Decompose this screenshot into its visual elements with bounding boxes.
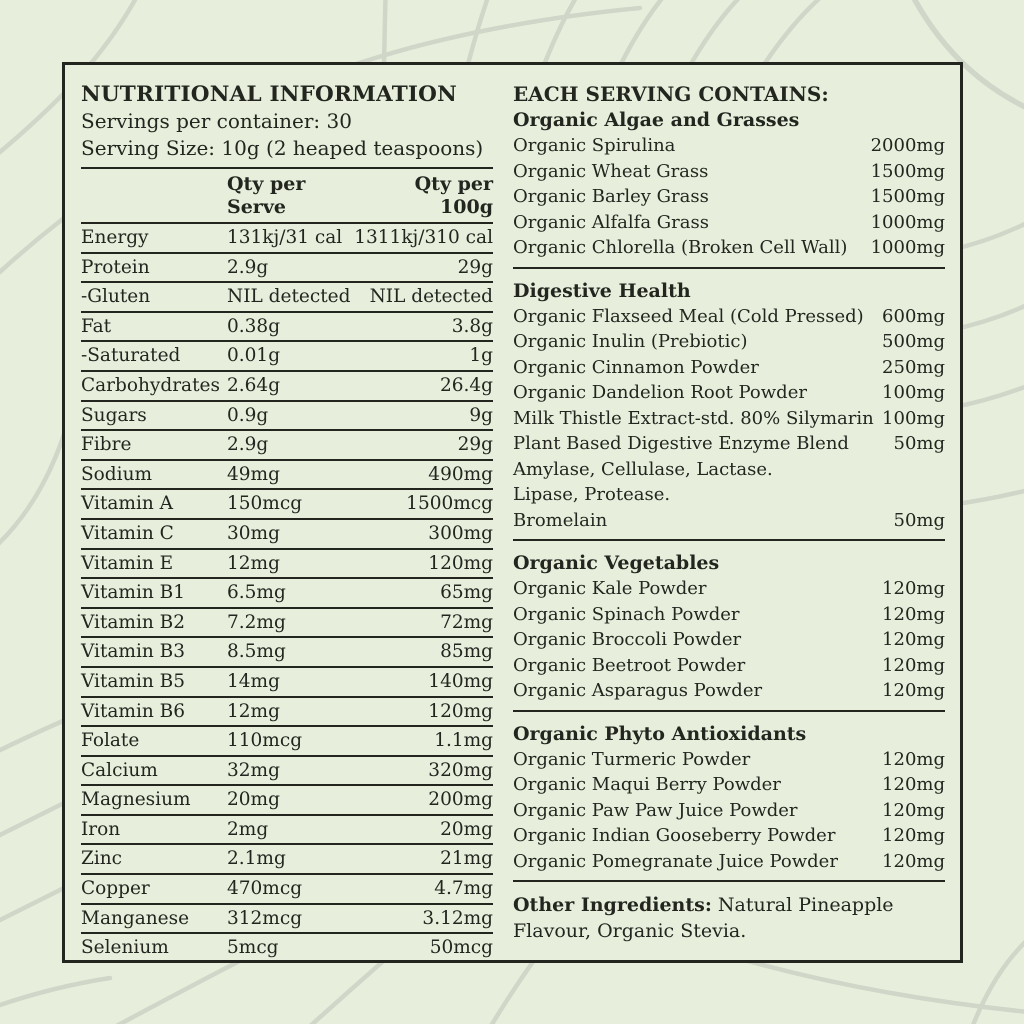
ingredient-name: Plant Based Digestive Enzyme Blend [513,433,849,454]
nutrient-name: Vitamin C [81,522,174,544]
qty-per-serve-value: 0.38g [227,315,281,337]
ingredient-amount: 120mg [882,799,945,821]
other-ingredients-label: Other Ingredients: [513,894,712,916]
table-row [81,609,493,639]
ingredient-name: Bromelain [513,509,608,531]
ingredient-row [513,849,945,875]
ingredient-name: Organic Alfalfa Grass [513,211,709,233]
nutrient-name: Vitamin B6 [81,700,186,722]
nutrient-name: -Gluten [81,286,151,308]
qty-per-serve-value: 470mcg [227,878,303,900]
ingredient-name: Organic Asparagus Powder [513,680,763,701]
column-header-line: 100g [440,196,493,218]
qty-per-100g-value: 120mg [428,700,493,722]
ingredient-row [513,159,945,185]
ingredient-amount: 120mg [882,825,945,846]
nutrient-name: Vitamin A [81,493,174,515]
nutrient-name: Selenium [81,937,169,959]
table-row [81,550,493,580]
column-header-qty-per-serve [227,173,415,219]
ingredient-row [513,678,945,704]
table-row [81,431,493,461]
qty-per-100g-value: 4.7mg [434,878,493,900]
servings-per-container: Servings per container: 30 [81,109,352,133]
qty-per-serve-value: 14mg [227,670,280,692]
table-row [81,638,493,668]
ingredient-row [513,184,945,210]
qty-per-serve-value: 110mcg [227,730,303,752]
ingredient-name: Organic Kale Powder [513,578,707,599]
other-ingredients-text: Natural Pineapple Flavour, Organic Stevia. [513,894,894,942]
nutrient-name: Fibre [81,434,132,456]
table-row [81,520,493,550]
section-phyto-antioxidants [513,721,945,883]
table-row [81,490,493,520]
qty-per-serve-value: 32mg [227,759,280,781]
ingredient-amount: 120mg [882,774,945,795]
table-row [81,934,493,962]
section-algae-and-grasses [513,107,945,269]
ingredient-name: Organic Spinach Powder [513,603,740,625]
ingredient-row [513,576,945,602]
ingredient-row [513,210,945,236]
qty-per-serve-value: 2.9g [227,434,269,456]
nutrient-name: Vitamin B3 [81,641,186,663]
ingredient-name: Organic Cinnamon Powder [513,356,759,378]
qty-per-100g-value: 29g [457,256,493,278]
table-row [81,757,493,787]
ingredient-amount: 120mg [882,603,945,625]
table-row [81,905,493,935]
ingredient-name: Amylase, Cellulase, Lactase. [513,458,773,480]
nutrient-name: Protein [81,256,150,278]
nutrient-name: Vitamin E [81,552,174,574]
nutrient-name: Carbohydrates [81,374,220,396]
section-title: Organic Vegetables [513,552,720,574]
qty-per-100g-value: 65mg [440,582,493,604]
ingredient-amount: 100mg [882,407,945,429]
ingredient-row [513,602,945,628]
table-header-row [81,167,493,224]
ingredient-row [513,482,945,508]
ingredient-amount: 1500mg [870,160,945,182]
table-row [81,283,493,313]
qty-per-serve-value: 30mg [227,522,280,544]
ingredient-row [513,823,945,849]
nutrition-panel [62,62,963,963]
nutrient-name: Zinc [81,848,123,870]
ingredient-row [513,329,945,355]
qty-per-100g-value: 320mg [428,759,493,781]
qty-per-serve-value: 8.5mg [227,641,286,663]
qty-per-100g-value: 9g [469,404,493,426]
qty-per-serve-value: 2mg [227,818,269,840]
ingredient-amount: 120mg [882,629,945,650]
qty-per-serve-value: 49mg [227,463,280,485]
ingredient-amount: 120mg [882,748,945,770]
ingredient-name: Organic Flaxseed Meal (Cold Pressed) [513,305,864,327]
qty-per-100g-value: 3.8g [451,315,493,337]
ingredient-list [513,576,945,704]
ingredient-name: Organic Paw Paw Juice Powder [513,799,798,821]
nutrient-name: Calcium [81,759,158,781]
table-row [81,461,493,491]
nutrient-name: Fat [81,315,112,337]
nutrient-name: Sodium [81,463,153,485]
table-row [81,845,493,875]
qty-per-100g-value: 1.1mg [434,730,493,752]
ingredient-row [513,133,945,159]
nutrient-name: Vitamin B1 [81,582,186,604]
qty-per-100g-value: 3.12mg [422,907,493,929]
nutrient-name: -Saturated [81,345,181,367]
ingredient-name: Lipase, Protease. [513,484,671,505]
nutrient-name: Magnesium [81,789,191,811]
table-row [81,786,493,816]
ingredient-amount: 50mg [893,433,945,454]
section-title: Organic Phyto Antioxidants [513,722,807,745]
qty-per-100g-value: 120mg [428,552,493,574]
qty-per-serve-value: 312mcg [227,907,303,929]
table-row [81,816,493,846]
ingredient-name: Organic Chlorella (Broken Cell Wall) [513,237,848,258]
qty-per-100g-value: 140mg [428,670,493,692]
qty-per-serve-value: 2.1mg [227,848,286,870]
ingredient-name: Milk Thistle Extract-std. 80% Silymarin [513,407,874,429]
ingredient-name: Organic Indian Gooseberry Powder [513,825,836,846]
ingredient-amount: 250mg [882,356,945,378]
table-row [81,254,493,284]
nutrient-name: Energy [81,227,149,248]
ingredient-row [513,747,945,773]
section-title: Organic Algae and Grasses [513,109,800,131]
nutrition-table [81,167,493,962]
ingredient-amount: 600mg [882,305,945,327]
qty-per-100g-value: 300mg [428,522,493,544]
qty-per-serve-value: 5mcg [227,937,279,959]
nutrition-info-column [81,78,493,960]
nutrient-name: Vitamin B5 [81,670,186,692]
qty-per-serve-value: NIL detected [227,286,351,308]
qty-per-serve-value: 6.5mg [227,582,286,604]
table-row [81,402,493,432]
section-organic-vegetables [513,550,945,712]
ingredient-row [513,457,945,483]
qty-per-100g-value: 29g [457,434,493,456]
ingredient-amount: 1500mg [870,186,945,207]
qty-per-100g-value: 20mg [440,818,493,840]
table-row [81,875,493,905]
qty-per-serve-value: 2.64g [227,374,281,396]
ingredient-list [513,304,945,534]
panel-title: NUTRITIONAL INFORMATION [81,82,457,107]
ingredient-name: Organic Pomegranate Juice Powder [513,850,838,872]
table-header-spacer [81,173,227,219]
ingredient-name: Organic Inulin (Prebiotic) [513,331,748,352]
table-row [81,342,493,372]
ingredient-amount: 120mg [882,680,945,701]
qty-per-100g-value: 1g [469,345,493,367]
nutrient-name: Folate [81,730,140,752]
ingredient-list [513,133,945,261]
ingredient-amount: 120mg [882,850,945,872]
nutrient-name: Iron [81,818,121,840]
serving-size: Serving Size: 10g (2 heaped teaspoons) [81,136,484,160]
ingredient-name: Organic Dandelion Root Powder [513,382,807,403]
ingredient-row [513,431,945,457]
other-ingredients [513,892,945,944]
qty-per-100g-value: 50mcg [429,937,493,959]
qty-per-serve-value: 2.9g [227,256,269,278]
ingredient-name: Organic Spirulina [513,135,676,156]
qty-per-serve-value: 0.9g [227,404,269,426]
ingredient-row [513,235,945,261]
ingredient-amount: 100mg [882,382,945,403]
column-header-line: Qty per [227,173,306,195]
ingredient-row [513,304,945,330]
ingredient-name: Organic Maqui Berry Powder [513,774,781,795]
qty-per-100g-value: 85mg [440,641,493,663]
section-digestive-health [513,278,945,542]
nutrient-name: Vitamin B2 [81,611,186,633]
ingredient-row [513,406,945,432]
qty-per-100g-value: 1500mcg [406,493,493,515]
column-header-qty-per-100g [415,173,493,219]
table-row [81,372,493,402]
serving-contains-heading: EACH SERVING CONTAINS: [513,82,829,106]
ingredient-row [513,627,945,653]
ingredient-name: Organic Broccoli Powder [513,629,742,650]
ingredient-amount: 1000mg [870,237,945,258]
ingredient-name: Organic Turmeric Powder [513,748,751,770]
nutrient-name: Manganese [81,907,190,929]
nutrient-name: Copper [81,878,150,900]
qty-per-serve-value: 12mg [227,552,280,574]
table-row [81,727,493,757]
ingredient-row [513,380,945,406]
qty-per-100g-value: 1311kj/310 cal [354,227,493,248]
ingredient-amount: 2000mg [870,135,945,156]
ingredient-amount: 120mg [882,578,945,599]
column-header-line: Serve [227,196,286,218]
ingredient-name: Organic Barley Grass [513,186,709,207]
table-row [81,224,493,254]
qty-per-serve-value: 131kj/31 cal [227,227,343,248]
ingredient-name: Organic Beetroot Powder [513,654,746,676]
qty-per-serve-value: 150mcg [227,493,303,515]
ingredient-amount: 500mg [882,331,945,352]
column-header-line: Qty per [414,173,493,195]
ingredient-row [513,508,945,534]
table-row [81,579,493,609]
qty-per-100g-value: 200mg [428,789,493,811]
qty-per-100g-value: 490mg [428,463,493,485]
ingredient-list [513,747,945,875]
ingredient-row [513,653,945,679]
qty-per-100g-value: 26.4g [439,374,493,396]
qty-per-serve-value: 0.01g [227,345,281,367]
qty-per-100g-value: NIL detected [369,286,493,308]
qty-per-serve-value: 7.2mg [227,611,286,633]
ingredients-column [513,78,945,960]
qty-per-100g-value: 72mg [440,611,493,633]
ingredient-amount: 1000mg [870,211,945,233]
table-row [81,668,493,698]
nutrition-table-body [81,224,493,962]
table-row [81,313,493,343]
qty-per-serve-value: 20mg [227,789,280,811]
ingredient-row [513,355,945,381]
ingredient-amount: 50mg [893,509,945,531]
ingredient-row [513,772,945,798]
ingredient-row [513,798,945,824]
ingredient-name: Organic Wheat Grass [513,160,709,182]
section-title: Digestive Health [513,279,691,302]
ingredient-amount: 120mg [882,654,945,676]
qty-per-100g-value: 21mg [440,848,493,870]
nutrient-name: Sugars [81,404,147,426]
table-row [81,698,493,728]
qty-per-serve-value: 12mg [227,700,280,722]
